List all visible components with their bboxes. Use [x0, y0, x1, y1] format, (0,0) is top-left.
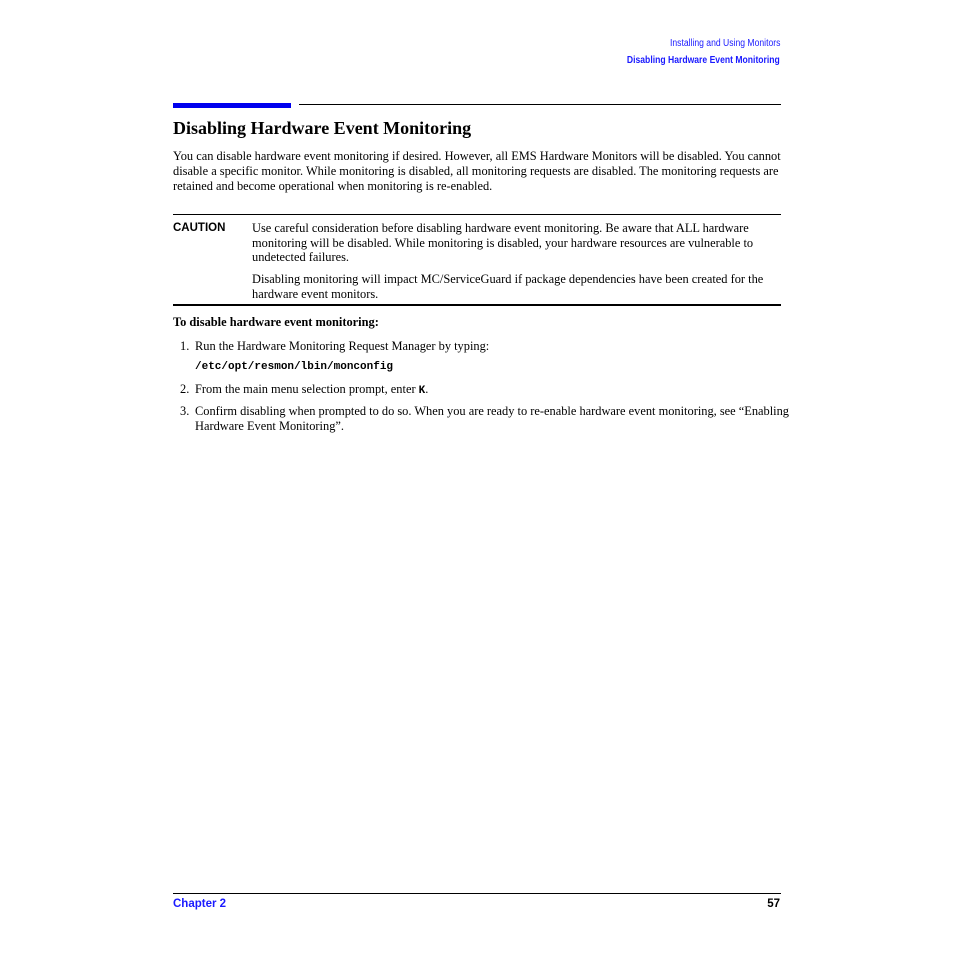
step-text: Confirm disabling when prompted to do so. When you are ready to re-enable hardware event monitoring, see “Enabling Hardware Event Monitoring”. — [195, 404, 789, 433]
intro-paragraph: You can disable hardware event monitoring if desired. However, all EMS Hardware Monitors will be disabled. You cannot disable a specific monitor. While monitoring is disabled, all monitoring requests are disabled. The monitoring requests are retained and become operational when monitoring is re-enabled. — [173, 149, 781, 193]
step-number: 2. — [180, 382, 190, 396]
footer-rule — [173, 893, 781, 894]
footer-chapter: Chapter 2 — [173, 898, 227, 910]
key-command: K — [418, 385, 426, 397]
title-rule — [299, 104, 781, 105]
caution-top-rule — [173, 214, 781, 215]
procedure-heading: To disable hardware event monitoring: — [173, 315, 379, 329]
step-text-before: From the main menu selection prompt, enter — [195, 382, 419, 396]
title-accent-bar — [173, 103, 291, 108]
step-text — [195, 382, 790, 399]
page-number: 57 — [767, 898, 780, 910]
page-title: Disabling Hardware Event Monitoring — [173, 118, 472, 138]
running-head-subsection: Disabling Hardware Event Monitoring — [627, 55, 780, 66]
caution-bottom-rule — [173, 304, 781, 306]
step-text-after: . — [425, 382, 429, 396]
caution-text-2: Disabling monitoring will impact MC/ServiceGuard if package dependencies have been created for the hardware event monitors. — [252, 272, 764, 301]
running-head-section: Installing and Using Monitors — [669, 38, 780, 49]
command-path: /etc/opt/resmon/lbin/monconfig — [195, 361, 394, 373]
step-number: 3. — [180, 404, 190, 418]
step-number: 1. — [180, 339, 190, 353]
caution-text-1: Use careful consideration before disabling hardware event monitoring. Be aware that ALL hardware monitoring will be disabled. While monitoring is disabled, your hardware resources are vulnerable to undetected failures. — [252, 221, 754, 264]
caution-label: CAUTION — [173, 222, 226, 234]
step-text: Run the Hardware Monitoring Request Manager by typing: — [195, 339, 490, 353]
